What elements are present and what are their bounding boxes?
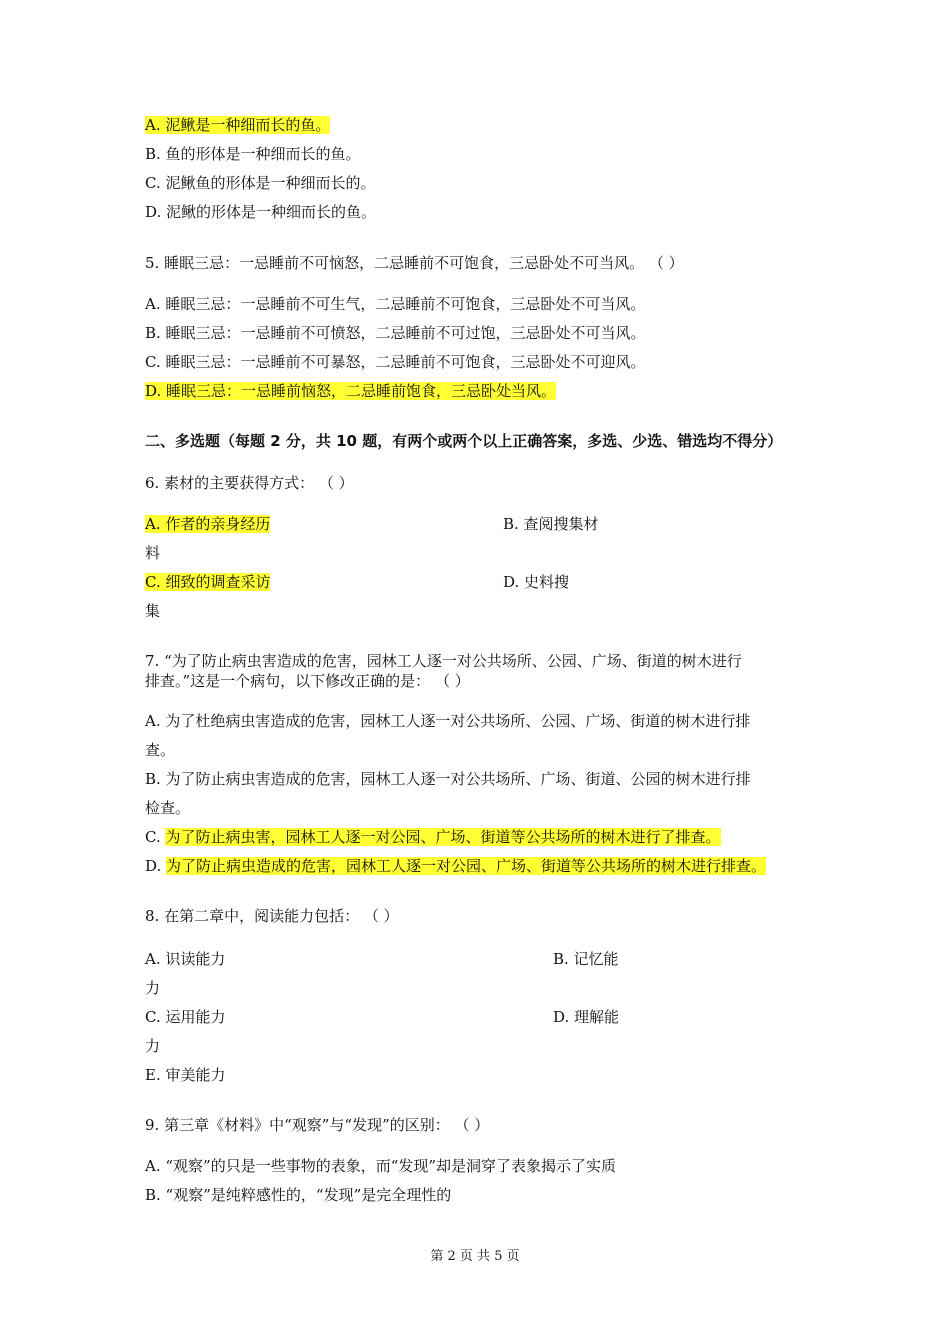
q7-option-d: D. 为了防止病虫造成的危害，园林工人逐一对公园、广场、街道等公共场所的树木进行排查。 — [145, 857, 767, 875]
q7-option-c: C. 为了防止病虫害，园林工人逐一对公园、广场、街道等公共场所的树木进行了排查。 — [145, 828, 721, 846]
q8-option-d-continued: 力 — [145, 1037, 161, 1055]
page-footer: 第 2 页 共 5 页 — [430, 1249, 520, 1264]
q9-option-b: B. “观察”是纯粹感性的，“发现”是完全理性的 — [145, 1186, 452, 1204]
q9-stem: 9. 第三章《材料》中“观察”与“发现”的区别： （ ） — [145, 1116, 490, 1134]
q6-option-d: D. 史料搜 — [503, 573, 570, 591]
q8-stem: 8. 在第二章中，阅读能力包括： （ ） — [145, 907, 399, 925]
q4-option-b: B. 鱼的形体是一种细而长的鱼。 — [145, 145, 361, 163]
q6-stem: 6. 素材的主要获得方式： （ ） — [145, 474, 354, 492]
q8-option-a: A. 识读能力 — [145, 950, 226, 968]
q4-option-a: A. 泥鳅是一种细而长的鱼。 — [145, 116, 331, 134]
q5-option-d: D. 睡眠三忌：一忌睡前恼怒，二忌睡前饱食，三忌卧处当风。 — [145, 382, 557, 400]
section-heading: 二、多选题（每题 2 分，共 10 题，有两个或两个以上正确答案，多选、少选、错选均不得分） — [145, 432, 783, 450]
q7-option-b-line2: 检查。 — [145, 799, 191, 817]
q8-option-d: D. 理解能 — [553, 1008, 620, 1026]
q4-option-c: C. 泥鳅鱼的形体是一种细而长的。 — [145, 174, 376, 192]
q7-option-b-line1: B. 为了防止病虫害造成的危害，园林工人逐一对公共场所、广场、街道、公园的树木进行排 — [145, 770, 751, 788]
q8-option-c: C. 运用能力 — [145, 1008, 226, 1026]
q5-option-c: C. 睡眠三忌：一忌睡前不可暴怒，二忌睡前不可饱食，三忌卧处不可迎风。 — [145, 353, 646, 371]
q8-option-b-continued: 力 — [145, 979, 161, 997]
q8-option-b: B. 记忆能 — [553, 950, 619, 968]
q6-option-b: B. 查阅搜集材 — [503, 515, 599, 533]
q6-option-b-continued: 料 — [145, 544, 161, 562]
q7-stem-line2: 排查。”这是一个病句，以下修改正确的是： （ ） — [145, 672, 470, 690]
q9-option-a: A. “观察”的只是一些事物的表象，而“发现”却是洞穿了表象揭示了实质 — [145, 1157, 617, 1175]
q5-option-a: A. 睡眠三忌：一忌睡前不可生气，二忌睡前不可饱食，三忌卧处不可当风。 — [145, 295, 646, 313]
q7-option-a-line1: A. 为了杜绝病虫害造成的危害，园林工人逐一对公共场所、公园、广场、街道的树木进行排 — [145, 712, 751, 730]
q8-option-e: E. 审美能力 — [145, 1066, 226, 1084]
q5-option-b: B. 睡眠三忌：一忌睡前不可愤怒，二忌睡前不可过饱，三忌卧处不可当风。 — [145, 324, 646, 342]
q6-option-d-continued: 集 — [145, 602, 161, 620]
q4-option-d: D. 泥鳅的形体是一种细而长的鱼。 — [145, 203, 377, 221]
q5-stem: 5. 睡眠三忌：一忌睡前不可恼怒，二忌睡前不可饱食，三忌卧处不可当风。 （ ） — [145, 254, 684, 272]
q7-stem-line1: 7. “为了防止病虫害造成的危害，园林工人逐一对公共场所、公园、广场、街道的树木进行 — [145, 652, 742, 670]
q6-option-a: A. 作者的亲身经历 — [145, 515, 271, 533]
q7-option-a-line2: 查。 — [145, 741, 176, 759]
q6-option-c: C. 细致的调查采访 — [145, 573, 271, 591]
